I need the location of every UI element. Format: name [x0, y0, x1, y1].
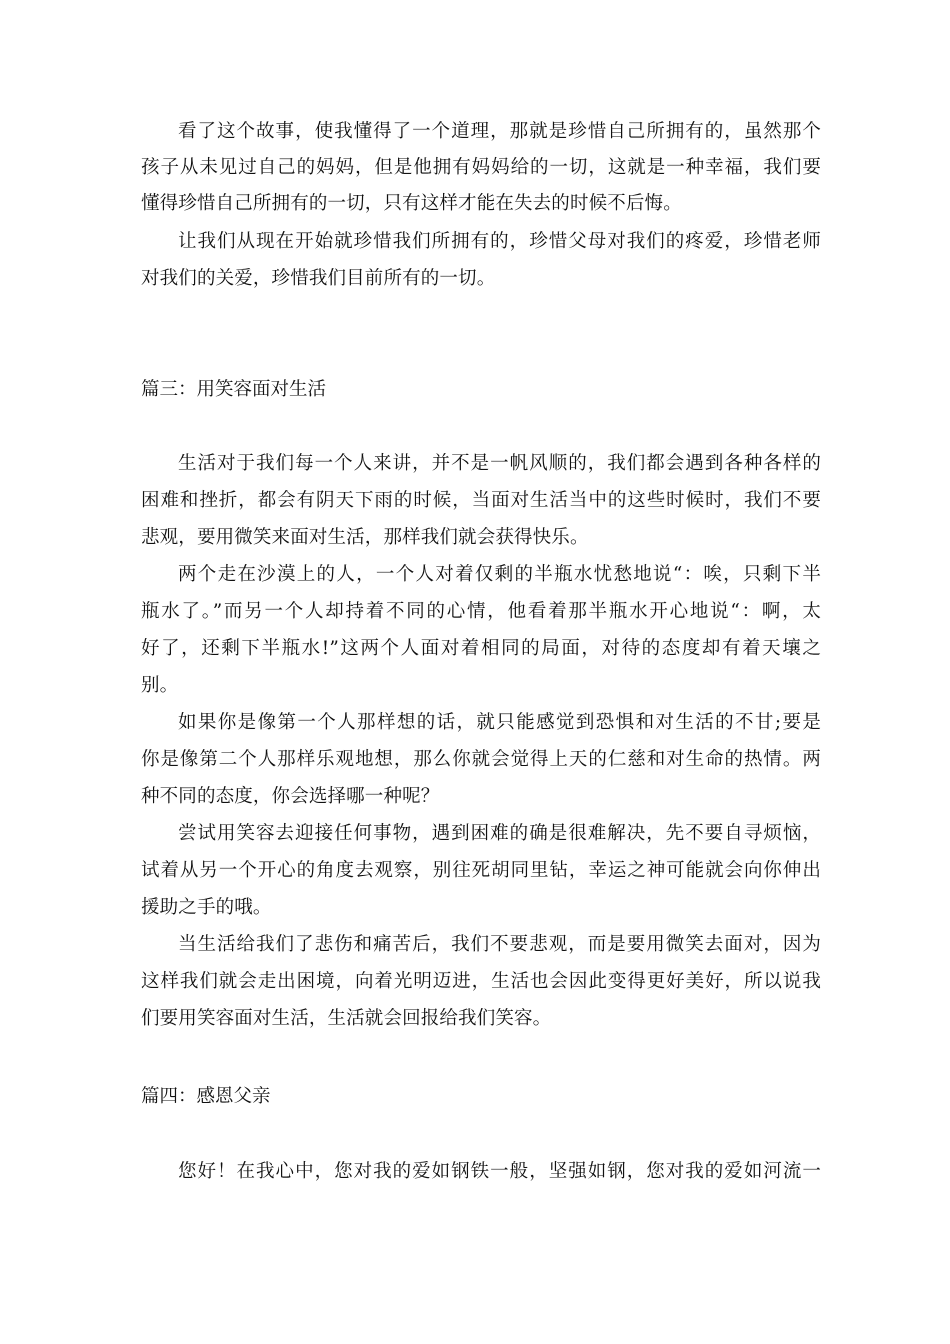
text-line: 别。	[141, 675, 179, 696]
text-line: 困难和挫折，都会有阴天下雨的时候，当面对生活当中的这些时候时，我们不要	[141, 490, 821, 511]
text-line: 两个走在沙漠上的人，一个人对着仅剩的半瓶水忧愁地说“：唉，只剩下半	[178, 564, 821, 585]
text-line: 好了，还剩下半瓶水!”这两个人面对着相同的局面，对待的态度却有着天壤之	[141, 638, 821, 659]
section-title: 篇三：用笑容面对生活	[141, 379, 327, 400]
text-line: 对我们的关爱，珍惜我们目前所有的一切。	[141, 268, 496, 289]
text-line: 尝试用笑容去迎接任何事物，遇到困难的确是很难解决，先不要自寻烦恼，	[178, 823, 821, 844]
text-line: 种不同的态度，你会选择哪一种呢？	[141, 786, 440, 807]
text-line: 这样我们就会走出困境，向着光明迈进，生活也会因此变得更好美好，所以说我	[141, 971, 821, 992]
text-line: 看了这个故事，使我懂得了一个道理，那就是珍惜自己所拥有的，虽然那个	[178, 121, 821, 142]
text-line: 瓶水了。”而另一个人却持着不同的心情，他看着那半瓶水开心地说“：啊，太	[141, 601, 821, 622]
section-title: 篇四：感恩父亲	[141, 1086, 271, 1107]
text-line: 懂得珍惜自己所拥有的一切，只有这样才能在失去的时候不后悔。	[141, 193, 682, 214]
text-line: 们要用笑容面对生活，生活就会回报给我们笑容。	[141, 1008, 552, 1029]
text-line: 你是像第二个人那样乐观地想，那么你就会觉得上天的仁慈和对生命的热情。两	[141, 749, 821, 770]
text-line: 让我们从现在开始就珍惜我们所拥有的，珍惜父母对我们的疼爱，珍惜老师	[178, 231, 821, 252]
text-line: 如果你是像第一个人那样想的话，就只能感觉到恐惧和对生活的不甘;要是	[178, 712, 821, 733]
text-line: 您好！在我心中，您对我的爱如钢铁一般，坚强如钢，您对我的爱如河流一	[178, 1161, 821, 1182]
text-line: 当生活给我们了悲伤和痛苦后，我们不要悲观，而是要用微笑去面对，因为	[178, 934, 821, 955]
text-line: 悲观，要用微笑来面对生活，那样我们就会获得快乐。	[141, 527, 589, 548]
text-line: 生活对于我们每一个人来讲，并不是一帆风顺的，我们都会遇到各种各样的	[178, 453, 821, 474]
text-line: 试着从另一个开心的角度去观察，别往死胡同里钻，幸运之神可能就会向你伸出	[141, 860, 821, 881]
text-line: 援助之手的哦。	[141, 897, 272, 918]
text-line: 孩子从未见过自己的妈妈，但是他拥有妈妈给的一切，这就是一种幸福，我们要	[141, 157, 821, 178]
